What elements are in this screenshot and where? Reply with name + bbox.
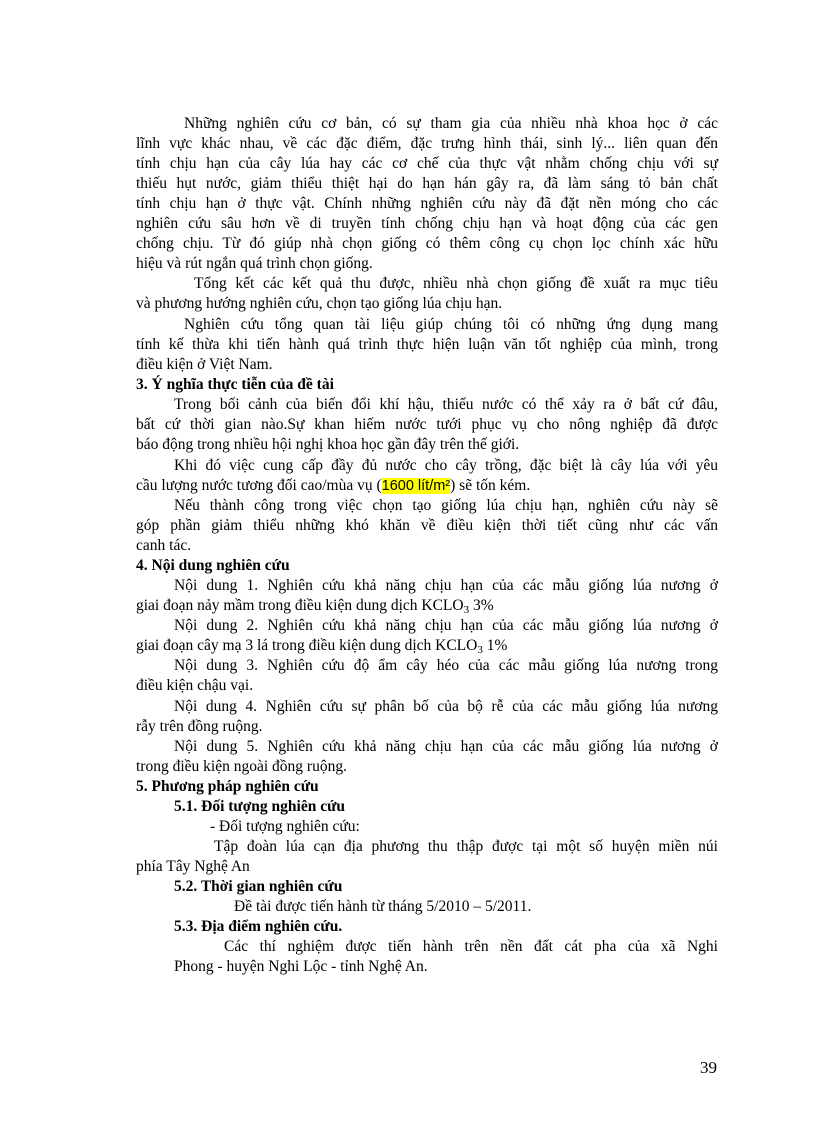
review-line-3: điều kiện ở Việt Nam. (136, 356, 273, 373)
section-3-p3-line-1: Nếu thành công trong việc chọn tạo giống lúa chịu hạn, nghiên cứu này sẽ (174, 497, 718, 514)
content-1-text: giai đoạn nảy mầm trong điều kiện dung dịch KCLO (136, 597, 464, 614)
section-3-p2-line-1: Khi đó việc cung cấp đầy đủ nước cho cây trồng, đặc biệt là cây lúa với yêu (174, 457, 718, 474)
section-5-1-heading: 5.1. Đối tượng nghiên cứu (174, 798, 346, 815)
section-5-1-line-1: Tập đoàn lúa cạn địa phương thu thập được tại một số huyện miền núi (214, 838, 718, 855)
content-2-line-1: Nội dung 2. Nghiên cứu khả năng chịu hạn của các mẫu giống lúa nương ở (174, 617, 718, 634)
content-4-line-1: Nội dung 4. Nghiên cứu sự phân bố của bộ rễ của các mẫu giống lúa nương (174, 698, 718, 715)
content-1-line-1: Nội dung 1. Nghiên cứu khả năng chịu hạn của các mẫu giống lúa nương ở (174, 577, 718, 594)
content-1-tail: 3% (469, 597, 494, 614)
summary-line-2: và phương hướng nghiên cứu, chọn tạo giống lúa chịu hạn. (136, 295, 503, 312)
content-1-subscript: 3 (463, 604, 470, 616)
p2-text-before: cầu lượng nước tương đối cao/mùa vụ ( (136, 477, 382, 494)
intro-line-6: nghiên cứu sâu hơn về di truyền tính chống chịu hạn và hoạt động của các gen (136, 215, 718, 232)
content-2-text: giai đoạn cây mạ 3 lá trong điều kiện dung dịch KCLO (136, 637, 478, 654)
section-3-p1-line-3: báo động trong nhiều hội nghị khoa học gần đây trên thế giới. (136, 436, 520, 453)
section-5-1-line-2: phía Tây Nghệ An (136, 858, 250, 875)
intro-line-1: Những nghiên cứu cơ bản, có sự tham gia của nhiều nhà khoa học ở các (184, 115, 718, 132)
section-5-2-heading: 5.2. Thời gian nghiên cứu (174, 878, 343, 895)
section-5-3-line-1: Các thí nghiệm được tiến hành trên nền đất cát pha của xã Nghi (224, 938, 718, 955)
content-2-tail: 1% (482, 637, 508, 654)
content-3-line-1: Nội dung 3. Nghiên cứu độ ẩm cây héo của các mẫu giống lúa nương trong (174, 657, 718, 674)
intro-line-4: thiếu hụt nước, giảm thiểu thiệt hại do hạn hán gây ra, đã làm sáng tỏ bản chất (136, 175, 718, 192)
section-5-1-item: - Đối tượng nghiên cứu: (210, 818, 360, 835)
intro-line-5: tính chịu hạn ở thực vật. Chính những nghiên cứu này đã đặt nền móng cho các (136, 195, 718, 212)
section-3-p3-line-3: canh tác. (136, 537, 192, 554)
intro-line-3: tính chịu hạn của cây lúa hay các cơ chế của thực vật nhằm chống chịu với sự (136, 155, 718, 172)
content-3-line-2: điều kiện chậu vại. (136, 677, 254, 694)
section-3-p1-line-2: bất cứ thời gian nào.Sự khan hiếm nước tưới phục vụ cho nông nghiệp đã được (136, 416, 718, 433)
section-5-3-line-2: Phong - huyện Nghi Lộc - tỉnh Nghệ An. (174, 958, 428, 975)
review-line-1: Nghiên cứu tổng quan tài liệu giúp chúng tôi có những ứng dụng mang (184, 316, 718, 333)
content-5-line-2: trong điều kiện ngoài đồng ruộng. (136, 758, 347, 775)
section-3-p3-line-2: góp phần giảm thiểu những khó khăn về điều kiện thời tiết cũng như các vấn (136, 517, 718, 534)
content-1-line-2 (136, 596, 718, 616)
intro-line-8: hiệu và rút ngắn quá trình chọn giống. (136, 255, 373, 272)
page-number: 39 (700, 1058, 717, 1077)
p2-text-after: ) sẽ tốn kém. (450, 477, 531, 494)
intro-line-2: lĩnh vực khác nhau, về các đặc điểm, đặc trưng hình thái, sinh lý... liên quan đến (136, 135, 718, 152)
review-line-2: tính kế thừa khi tiến hành quá trình thực hiện luận văn tốt nghiệp của mình, trong (136, 336, 718, 353)
intro-line-7: chống chịu. Từ đó giúp nhà chọn giống có thêm công cụ chọn lọc chính xác hữu (136, 235, 718, 252)
content-2-line-2 (136, 636, 718, 656)
section-4-heading: 4. Nội dung nghiên cứu (136, 557, 290, 574)
water-amount-highlight: 1600 lít/m² (381, 478, 451, 494)
summary-line-1: Tổng kết các kết quả thu được, nhiều nhà chọn giống đề xuất ra mục tiêu (194, 275, 718, 292)
section-3-p1-line-1: Trong bối cảnh của biến đổi khí hậu, thiếu nước có thể xảy ra ở bất cứ đâu, (174, 396, 718, 413)
section-5-3-heading: 5.3. Địa điểm nghiên cứu. (174, 918, 343, 935)
content-2-subscript: 3 (477, 644, 483, 656)
content-5-line-1: Nội dung 5. Nghiên cứu khả năng chịu hạn của các mẫu giống lúa nương ở (174, 738, 718, 755)
section-3-p2-line-2 (136, 476, 718, 496)
content-4-line-2: rẫy trên đồng ruộng. (136, 718, 263, 735)
section-5-heading: 5. Phương pháp nghiên cứu (136, 778, 319, 795)
section-5-2-text: Đề tài được tiến hành từ tháng 5/2010 – 5/2011. (234, 898, 532, 915)
section-3-heading: 3. Ý nghĩa thực tiễn của đề tài (136, 376, 334, 393)
